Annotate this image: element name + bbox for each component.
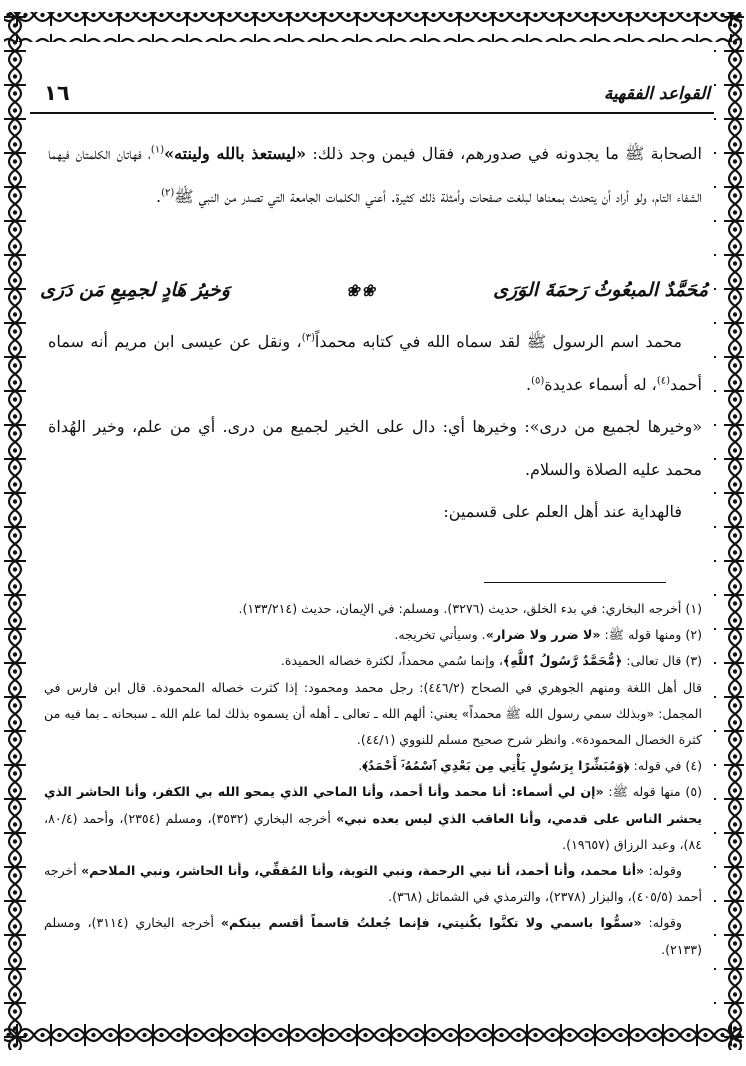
footnote-quote: ﴿مُّحَمَّدٌ رَّسُولُ ٱللَّهِ﴾ — [502, 653, 623, 669]
text-run: محمد اسم الرسول ﷺ لقد سماه الله في كتابه محمداً — [314, 332, 682, 351]
footnote-ref: (٣) — [301, 332, 315, 344]
paragraph-commentary — [48, 405, 702, 491]
poem-verse — [40, 270, 708, 310]
footnote-2 — [44, 622, 702, 648]
paragraph-names — [48, 320, 702, 406]
text-run: . — [525, 375, 532, 394]
footnote-quote: ﴿وَمُبَشِّرًا بِرَسُولٍ يَأْتِي مِن بَعْدِي ٱسْمُهُۥٓ أَحْمَدُ﴾ — [362, 758, 630, 774]
footnote-text: (٥) منها قوله ﷺ: — [603, 784, 702, 800]
text-run: ، فهاتان الكلمتان فيهما الشفاء التام، ولو أراد أن يتحدث بمعناها لبلغت صفحات وأمثلة ذلك كثيرة. أعني الكلمات الجامعة التي تصدر من النبي ﷺ — [48, 144, 702, 206]
text-run: . — [155, 187, 162, 206]
page-header — [30, 81, 714, 114]
footnote-text: (٣) قال تعالى: — [622, 653, 702, 669]
text-run: ، ونقل عن عيسى ابن مريم أنه سماه أحمد — [48, 332, 702, 394]
footnote-quote: «لا ضرر ولا ضرار» — [485, 627, 601, 643]
footnote-ref: (٢) — [161, 187, 175, 199]
footnote-divider — [484, 582, 666, 583]
footnote-5-second — [44, 858, 702, 910]
footnote-1: (١) أخرجه البخاري: في بدء الخلق، حديث (٣٢٧٦). ومسلم: في الإيمان، حديث (١٣٣/٢١٤). — [238, 601, 702, 616]
paragraph: «وخيرها لجميع من درى»: وخيرها أي: دال على الخير لجميع من درى. أي من علم، وخير الهُداة محمد عليه الصلاة والسلام. — [48, 417, 702, 479]
page-number: ١٦ — [44, 81, 70, 105]
running-head-title: القواعد الفقهية — [603, 84, 710, 104]
footnote-text: ، وإنما سُمي محمداً، لكثرة خصاله الحميدة. — [280, 653, 503, 669]
text-run: الصحابة ﷺ ما يجدونه في صدورهم، فقال فيمن وجد ذلك: — [306, 144, 702, 163]
footnote-text: (٢) ومنها قوله ﷺ: — [600, 627, 702, 643]
footnote-text: أخرجه البخاري (٣١١٤)، ومسلم (٢١٣٣). — [44, 915, 702, 957]
footnote-5-third — [44, 910, 702, 962]
footnote-quote: «إن لي أسماء: أنا محمد وأنا أحمد، وأنا الماحي الذي يمحو الله بي الكفر، وأنا الحاشر الذي يحشر الناس على قدمي، وأنا العاقب الذي ليس بعده نبي» — [44, 784, 702, 826]
poem-hemistich-left: وَخيرُ هَادٍ لجمِيعِ مَن دَرَى — [40, 279, 230, 301]
footnote-text: أخرجه البخاري (٣٥٣٢)، ومسلم (٢٣٥٤)، وأحمد (٨٠/٤، ٨٤)، وعبد الرزاق (١٩٦٥٧). — [44, 810, 702, 852]
footnote-text: وقوله: — [641, 915, 682, 931]
footnote-ref: (٤) — [656, 375, 671, 387]
footnote-3 — [44, 648, 702, 674]
footnote-text: . وسيأتي تخريجه. — [394, 627, 486, 643]
poem-hemistich-right: مُحَمَّدٌ المبعُوثُ رَحمَةَ الوَرَى — [493, 279, 708, 301]
paragraph-guidance — [48, 490, 702, 533]
footnote-text: وقوله: — [644, 863, 683, 879]
footnote-5 — [44, 779, 702, 858]
footnote-ref: (١) — [150, 144, 165, 156]
footnotes-section — [44, 596, 702, 963]
footnote-text: . — [358, 758, 363, 774]
hadith-quote: «ليستعذ بالله ولينته» — [164, 144, 307, 163]
flower-separator-icon: ❀❀ — [346, 280, 377, 300]
footnote-quote: «سمُّوا باسمي ولا تكنَّوا بكُنيتي، فإنما جُعلتُ قاسماً أقسم بينكم» — [220, 915, 642, 931]
footnote-ref: (٥) — [531, 375, 545, 387]
paragraph-intro — [48, 132, 702, 218]
text-run: ، له أسماء عديدة — [544, 375, 657, 394]
footnote-text: (٤) في قوله: — [629, 758, 702, 774]
footnote-4 — [44, 753, 702, 779]
paragraph: فالهداية عند أهل العلم على قسمين: — [443, 502, 682, 521]
footnote-text: أخرجه أحمد (٤٠٥/٥)، والبزار (٢٣٧٨)، والترمذي في الشمائل (٣٦٨). — [44, 863, 702, 905]
paragraph — [48, 320, 702, 406]
paragraph — [48, 132, 702, 218]
footnote-3-continued: قال أهل اللغة ومنهم الجوهري في الصحاح (٤٤٦/٢): رجل محمد ومحمود: إذا كثرت خصاله المحمودة. قال ابن فارس في المجمل: «وبذلك سمي رسول الله ﷺ محمداً» يعني: ألهم الله ـ تعالى ـ أهله أن يسموه بذلك لما علم الله ـ سبحانه ـ بما فيه من كثرة الخصال المحمودة». وانظر شرح صحيح مسلم للنووي (٤٤/١). — [44, 679, 703, 748]
footnote-quote: «أنا محمد، وأنا أحمد، أنا نبي الرحمة، ونبي التوبة، وأنا المُقفِّي، وأنا الحاشر، ونبي الملاحم» — [81, 863, 645, 879]
